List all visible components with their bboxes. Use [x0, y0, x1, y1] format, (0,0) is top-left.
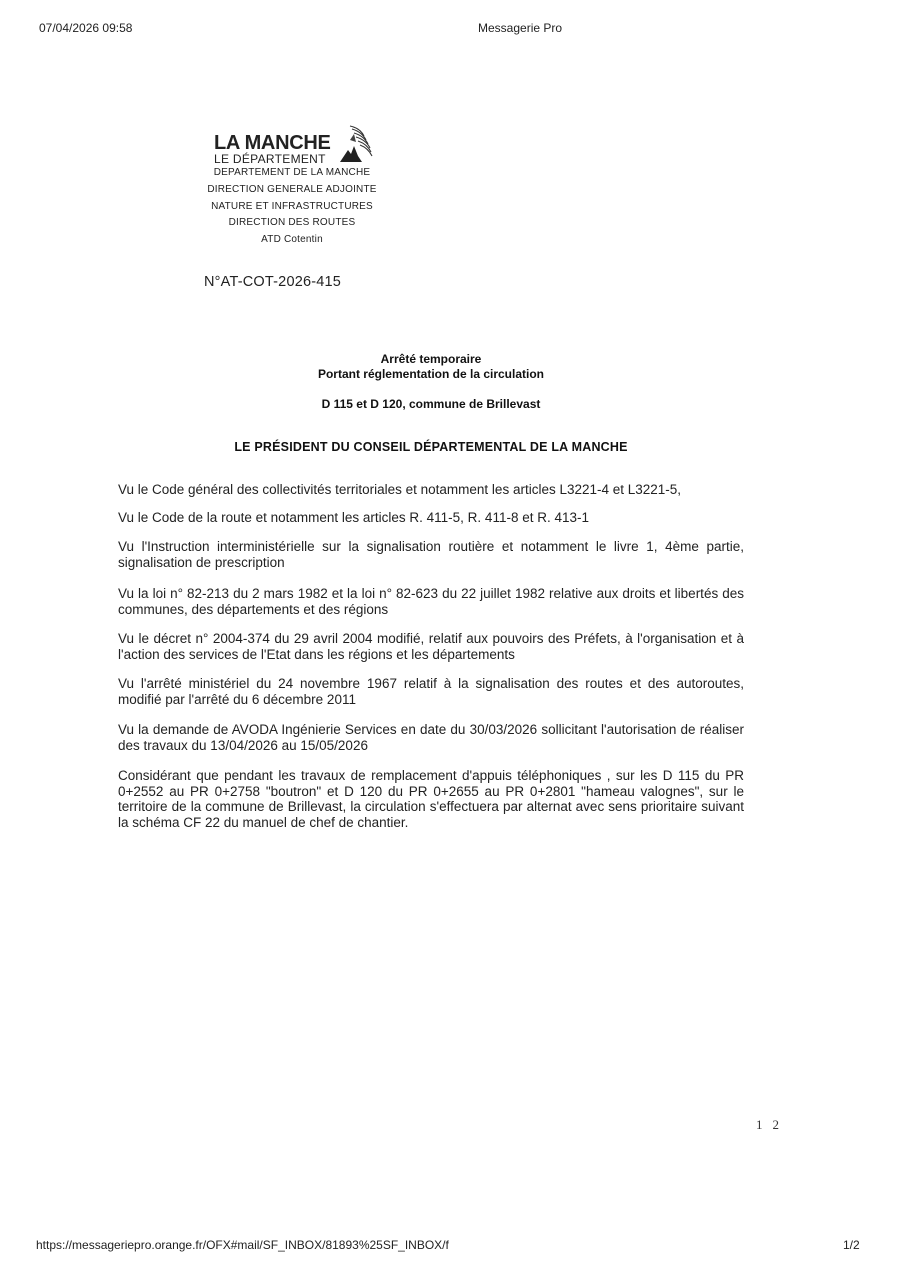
admin-line: DIRECTION GENERALE ADJOINTE [207, 183, 377, 195]
administration-lines [204, 165, 380, 249]
logo-title: LA MANCHE [214, 132, 331, 154]
page-marker: 2 [772, 1117, 779, 1132]
paragraph: Vu le Code général des collectivités territoriales et notamment les articles L3221-4 et L3221-5, [118, 482, 682, 497]
page-markers [756, 1117, 789, 1133]
admin-line: ATD Cotentin [261, 234, 323, 246]
department-logo [204, 124, 380, 168]
page-marker: 1 [756, 1117, 763, 1132]
logo-subtitle: LE DÉPARTEMENT [214, 152, 326, 166]
arrete-type: Arrêté temporaire [380, 352, 482, 366]
admin-line: DEPARTEMENT DE LA MANCHE [213, 167, 371, 178]
arrete-location: D 115 et D 120, commune de Brillevast [321, 397, 541, 411]
letterhead [204, 124, 380, 249]
print-page-number: 1/2 [843, 1238, 860, 1252]
issuing-authority: LE PRÉSIDENT DU CONSEIL DÉPARTEMENTAL DE LA MANCHE [234, 440, 628, 454]
admin-line: NATURE ET INFRASTRUCTURES [211, 200, 373, 212]
manche-emblem-icon [334, 124, 378, 166]
print-url: https://messageriepro.orange.fr/OFX#mail/SF_INBOX/81893%25SF_INBOX/f [36, 1238, 449, 1252]
print-app-name: Messagerie Pro [478, 21, 563, 35]
print-timestamp: 07/04/2026 09:58 [39, 21, 133, 35]
paragraph: Vu le Code de la route et notamment les articles R. 411-5, R. 411-8 et R. 413-1 [118, 510, 589, 525]
paragraph: Vu la demande de AVODA Ingénierie Services en date du 30/03/2026 sollicitant l'autorisation de réaliser des travaux du 13/04/2026 au 15/05/2026 [118, 722, 744, 753]
print-header [0, 21, 900, 37]
admin-line: DIRECTION DES ROUTES [228, 217, 356, 229]
arrete-number: N°AT-COT-2026-415 [204, 274, 342, 290]
paragraph: Vu le décret n° 2004-374 du 29 avril 2004 modifié, relatif aux pouvoirs des Préfets, à l'organisation et à l'action des services de l'Etat dans les régions et les départements [118, 631, 744, 662]
paragraph: Vu l'arrêté ministériel du 24 novembre 1967 relatif à la signalisation des routes et des autoroutes, modifié par l'arrêté du 6 décembre 2011 [118, 676, 744, 707]
paragraph: Vu la loi n° 82-213 du 2 mars 1982 et la loi n° 82-623 du 22 juillet 1982 relative aux droits et libertés des communes, des départements et des régions [118, 586, 744, 617]
considerant-paragraph: Considérant que pendant les travaux de remplacement d'appuis téléphoniques , sur les D 115 du PR 0+2552 au PR 0+2758 "boutron" et D 120 du PR 0+2655 au PR 0+2801 "hameau valognes", sur le territoire de la commune de Brillevast, la circulation s'effectuera par alternat avec sens prioritaire suivant la schéma CF 22 du manuel de chef de chantier. [118, 768, 744, 830]
paragraph: Vu l'Instruction interministérielle sur la signalisation routière et notamment le livre 1, 4ème partie, signalisation de prescription [118, 539, 744, 570]
arrete-subject: Portant réglementation de la circulation [317, 367, 545, 381]
